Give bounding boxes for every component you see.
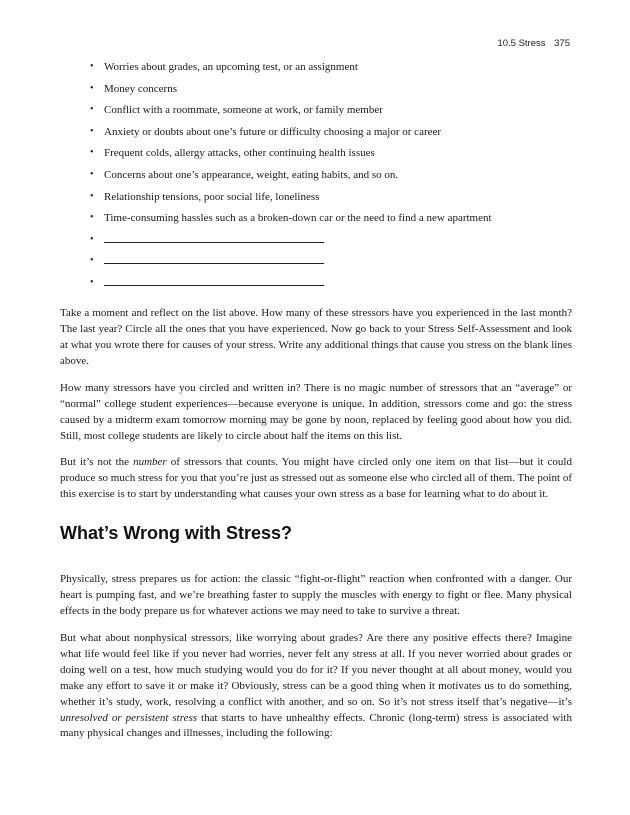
blank-line: [104, 255, 324, 264]
paragraph-nonphysical: [60, 631, 572, 742]
list-item: • Frequent colds, allergy attacks, other continuing health issues: [90, 146, 580, 160]
paragraph-how-many: How many stressors have you circled and written in? There is no magic number of stressors that an “average” or “normal” college student experiences—because everyone is unique. In addition, stressors come and go: the stress caused by a midterm exam tomorrow morning may be gone by noon, replaced by feeling good about how you did. Still, most college students are likely to circle about half the items on this list.: [60, 382, 572, 442]
blank-list-item: [90, 254, 580, 268]
blank-line: [104, 277, 324, 286]
text-run: that starts to have unhealthy effects. Chronic (long-term) stress is associated with many physical changes and illnesses, including the following:: [60, 711, 572, 740]
section-label: 10.5 Stress: [497, 38, 546, 49]
list-item: • Conflict with a roommate, someone at work, or family member: [90, 103, 580, 117]
list-item: • Worries about grades, an upcoming test, or an assignment: [90, 60, 580, 74]
blank-list-item: [90, 233, 580, 247]
list-item: • Money concerns: [90, 82, 580, 96]
list-item: • Concerns about one’s appearance, weight, eating habits, and so on.: [90, 168, 580, 182]
paragraph-reflect: Take a moment and reflect on the list above. How many of these stressors have you experienced in the last month? The last year? Circle all the ones that you have experienced. Now go back to your Stress Self-Assessment and look at what you wrote there for causes of your stress. Write any additional things that cause you stress on the blank lines above.: [60, 307, 572, 367]
text-run: of stressors that counts. You might have circled only one item on that list—but it could produce so much stress for you that you’re just as stressed out as someone else who circled all of them. The point of this exercise is to start by understanding what causes your own stress as a base for learning what to do about it.: [60, 456, 572, 500]
text-run: But what about nonphysical stressors, like worrying about grades? Are there any positive effects there? Imagine what life would feel like if you never had worries, never felt any stress at all. If you never worried about grades or doing well on a test, how much studying would you do for it? If you never thought at all about money, would you make any effort to save it or make it? Obviously, stress can be a good thing when it motivates us to do something, whether it’s study, work, resolving a conflict with another, and so on. So it’s not stress itself that’s negative—it’s: [60, 632, 572, 708]
paragraph-not-the-number: [60, 455, 572, 503]
text-run: But it’s not the: [60, 456, 134, 468]
page-number: 375: [554, 38, 570, 49]
section-heading: What’s Wrong with Stress?: [60, 523, 293, 543]
blank-list-item: [90, 276, 580, 290]
list-item: • Relationship tensions, poor social life, loneliness: [90, 190, 580, 204]
emphasis-text: unresolved or persistent stress: [60, 711, 198, 724]
stressor-list: [90, 60, 580, 298]
list-item: • Time-consuming hassles such as a broken-down car or the need to find a new apartment: [90, 211, 580, 225]
paragraph-physically: Physically, stress prepares us for action: the classic “fight-or-flight” reaction when confronted with a danger. Our heart is pumping fast, and we’re breathing faster to supply the muscles with energy to fight or flee. Many physical effects in the body prepare us for whatever actions we may need to take to survive a threat.: [60, 573, 572, 617]
list-item: • Anxiety or doubts about one’s future or difficulty choosing a major or career: [90, 125, 580, 139]
emphasis-text: number: [133, 456, 167, 468]
blank-line: [104, 234, 324, 243]
running-header: [497, 38, 570, 49]
